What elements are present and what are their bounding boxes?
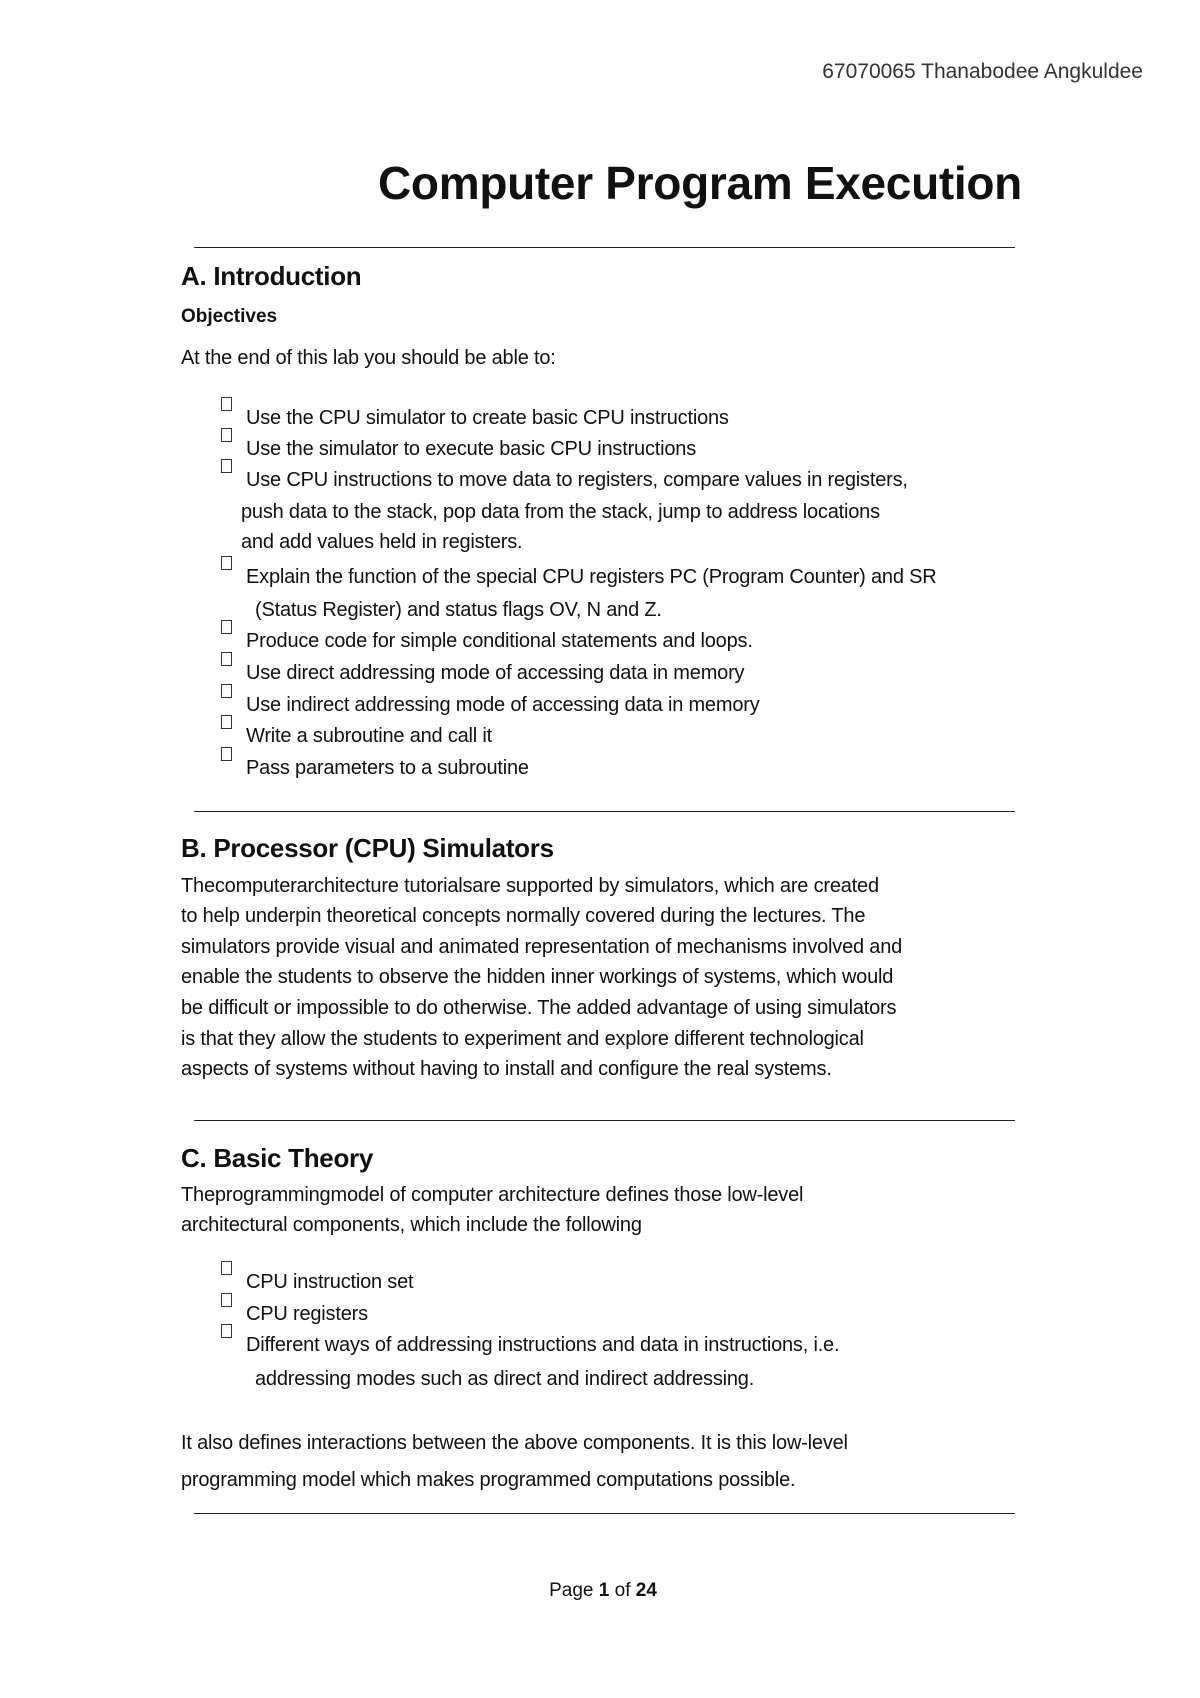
objective-item: Pass parameters to a subroutine bbox=[246, 757, 529, 779]
section-c-heading: C. Basic Theory bbox=[181, 1143, 374, 1173]
checkbox-icon bbox=[221, 397, 232, 411]
divider bbox=[194, 247, 1015, 248]
checkbox-icon bbox=[221, 459, 232, 473]
objective-item: Use the CPU simulator to create basic CPU instructions bbox=[246, 407, 729, 429]
divider bbox=[194, 1513, 1015, 1514]
page-of-label: of bbox=[609, 1580, 636, 1601]
page-number bbox=[0, 1580, 1200, 1602]
paragraph-line: Theprogrammingmodel of computer architecture defines those low-level bbox=[181, 1184, 804, 1206]
checkbox-icon bbox=[221, 684, 232, 698]
objective-item: Write a subroutine and call it bbox=[246, 725, 492, 747]
paragraph-line: programming model which makes programmed computations possible. bbox=[181, 1469, 796, 1491]
paragraph-line: be difficult or impossible to do otherwise. The added advantage of using simulators bbox=[181, 997, 897, 1019]
objective-item: Explain the function of the special CPU registers PC (Program Counter) and SR bbox=[246, 566, 937, 588]
header-author: 67070065 Thanabodee Angkuldee bbox=[822, 60, 1143, 83]
objectives-intro: At the end of this lab you should be able to: bbox=[181, 347, 556, 369]
checkbox-icon bbox=[221, 747, 232, 761]
objective-item: Use direct addressing mode of accessing data in memory bbox=[246, 662, 745, 684]
component-item: CPU instruction set bbox=[246, 1271, 414, 1293]
objective-item: Use indirect addressing mode of accessing data in memory bbox=[246, 694, 760, 716]
objectives-heading: Objectives bbox=[181, 306, 278, 327]
component-item: Different ways of addressing instructions and data in instructions, i.e. bbox=[246, 1334, 840, 1356]
objective-item: Use the simulator to execute basic CPU instructions bbox=[246, 438, 696, 460]
paragraph-line: enable the students to observe the hidden inner workings of systems, which would bbox=[181, 966, 894, 988]
paragraph-line: to help underpin theoretical concepts normally covered during the lectures. The bbox=[181, 905, 866, 927]
section-b-heading: B. Processor (CPU) Simulators bbox=[181, 833, 554, 863]
checkbox-icon bbox=[221, 1293, 232, 1307]
paragraph-line: simulators provide visual and animated representation of mechanisms involved and bbox=[181, 936, 903, 958]
objective-item: Use CPU instructions to move data to registers, compare values in registers, bbox=[246, 469, 908, 491]
objective-item-continued: and add values held in registers. bbox=[241, 531, 523, 553]
paragraph-line: architectural components, which include the following bbox=[181, 1214, 642, 1236]
paragraph-line: It also defines interactions between the above components. It is this low-level bbox=[181, 1432, 848, 1454]
objective-item-continued: push data to the stack, pop data from the stack, jump to address locations bbox=[241, 501, 880, 523]
objective-item-continued: (Status Register) and status flags OV, N and Z. bbox=[255, 599, 662, 621]
paragraph-line: Thecomputerarchitecture tutorialsare supported by simulators, which are created bbox=[181, 875, 879, 897]
section-a-heading: A. Introduction bbox=[181, 261, 362, 291]
checkbox-icon bbox=[221, 428, 232, 442]
divider bbox=[194, 811, 1015, 812]
divider bbox=[194, 1120, 1015, 1121]
paragraph-line: is that they allow the students to experiment and explore different technological bbox=[181, 1028, 864, 1050]
checkbox-icon bbox=[221, 715, 232, 729]
paragraph-line: aspects of systems without having to install and configure the real systems. bbox=[181, 1058, 832, 1080]
component-item-continued: addressing modes such as direct and indirect addressing. bbox=[255, 1368, 755, 1390]
checkbox-icon bbox=[221, 1324, 232, 1338]
page-label: Page bbox=[549, 1580, 599, 1601]
page-total: 24 bbox=[635, 1580, 657, 1601]
page-current: 1 bbox=[598, 1580, 610, 1601]
checkbox-icon bbox=[221, 652, 232, 666]
document-title: Computer Program Execution bbox=[378, 157, 1022, 209]
component-item: CPU registers bbox=[246, 1303, 368, 1325]
checkbox-icon bbox=[221, 1261, 232, 1275]
checkbox-icon bbox=[221, 556, 232, 570]
objective-item: Produce code for simple conditional statements and loops. bbox=[246, 630, 753, 652]
checkbox-icon bbox=[221, 620, 232, 634]
